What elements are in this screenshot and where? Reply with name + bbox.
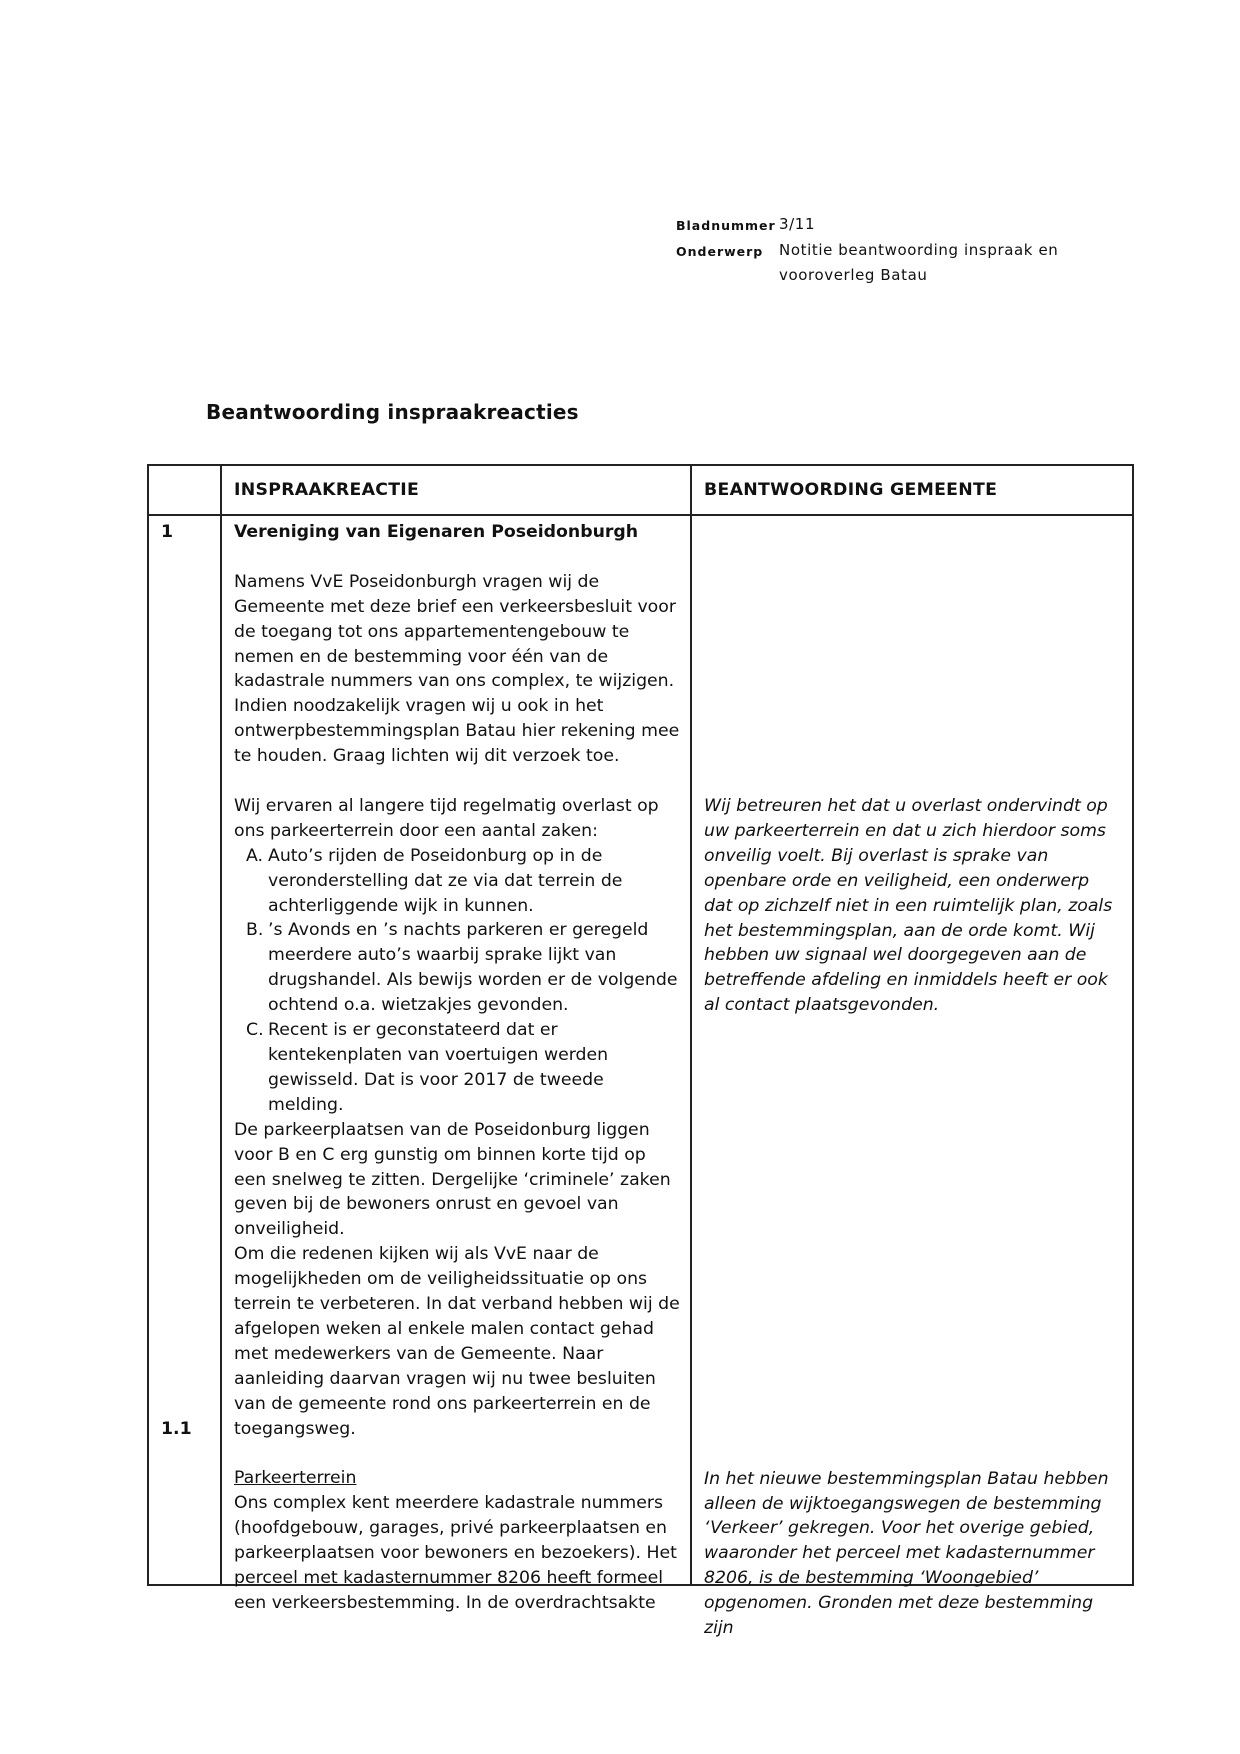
list-item [234, 844, 680, 919]
subject-label: Onderwerp [676, 244, 764, 259]
header-number-cell [148, 465, 221, 515]
reaction-list [234, 844, 680, 1118]
list-item [234, 1018, 680, 1118]
meta-subject-row [676, 238, 1079, 288]
document-meta [676, 212, 1079, 288]
gap [234, 1442, 680, 1467]
meta-page-row [676, 212, 1079, 238]
reaction-clip [234, 520, 680, 1613]
page-number-label: Bladnummer [676, 218, 776, 233]
number-cell [148, 515, 221, 1585]
subject-value: Notitie beantwoording inspraak en vooroverleg Batau [779, 241, 1059, 284]
reaction-cell [221, 515, 691, 1613]
row-number-1: 1 [161, 522, 174, 542]
list-marker [234, 1018, 268, 1118]
answer-paragraph-2: In het nieuwe bestemmingsplan Batau hebben alleen de wijktoegangswegen de bestemming ‘Verkeer’ gekregen. Voor het overige gebied, waaronder het perceel met kadasternummer 8206, is de bestemming ‘Woongebied’ opgenomen. Gronden met deze bestemming zijn [704, 1468, 1109, 1639]
gap [234, 545, 680, 570]
table-header-row [148, 465, 1133, 515]
reactions-table [147, 464, 1134, 1639]
list-marker [234, 918, 268, 1018]
table-row [148, 515, 1133, 1585]
list-item [234, 918, 680, 1018]
answer-clip [704, 520, 1122, 1639]
list-marker-b: B. [246, 920, 264, 941]
list-item-text: ’s Avonds en ’s nachts parkeren er geregeld meerdere auto’s waarbij sprake lijkt van drugshandel. Als bewijs worden er de volgende ochtend o.a. wietzakjes gevonden. [268, 920, 678, 1016]
header-reaction: INSPRAAKREACTIE [221, 465, 691, 515]
list-marker-a: A. [246, 845, 264, 866]
list-marker [234, 844, 268, 919]
answer-cell [691, 515, 1133, 1639]
gap [234, 769, 680, 794]
section-text-parkeerterrein: Ons complex kent meerdere kadastrale nummers (hoofdgebouw, garages, privé parkeerplaatsen en parkeerplaatsen voor bewoners en bezoekers). Het perceel met kadasternummer 8206 heeft formeel een verkeersbestemming. In de overdrachtsakte [234, 1493, 677, 1613]
answer-spacer-1 [704, 520, 1122, 794]
number-spacer [161, 545, 210, 1418]
reaction-paragraph-3: De parkeerplaatsen van de Poseidonburg liggen voor B en C erg gunstig om binnen korte tijd op een snelweg te zitten. Dergelijke ‘criminele’ zaken geven bij de bewoners onrust en gevoel van onveiligheid. [234, 1119, 671, 1240]
header-answer: BEANTWOORDING GEMEENTE [691, 465, 1133, 515]
list-marker-c: C. [246, 1020, 264, 1041]
reaction-paragraph-2: Wij ervaren al langere tijd regelmatig overlast op ons parkeerterrein door een aantal zaken: [234, 795, 659, 841]
row-number-1-1: 1.1 [161, 1419, 192, 1440]
number-clip [161, 520, 210, 1584]
answer-spacer-2 [704, 1018, 1122, 1467]
reaction-paragraph-1: Namens VvE Poseidonburgh vragen wij de Gemeente met deze brief een verkeersbesluit voor de toegang tot ons appartementengebouw te nemen en de bestemming voor één van de kadastrale nummers van ons complex, te wijzigen. Indien noodzakelijk vragen wij u ook in het ontwerpbestemmingsplan Batau hier rekening mee te houden. Graag lichten wij dit verzoek toe. [234, 571, 680, 767]
section-heading-parkeerterrein: Parkeerterrein [234, 1468, 357, 1489]
list-item-text: Auto’s rijden de Poseidonburg op in de veronderstelling dat ze via dat terrein de achterliggende wijk in kunnen. [268, 845, 623, 916]
page-number-value: 3/11 [779, 215, 816, 233]
page-title: Beantwoording inspraakreacties [206, 400, 579, 424]
list-item-text: Recent is er geconstateerd dat er kentekenplaten van voertuigen werden gewisseld. Dat is voor 2017 de tweede melding. [268, 1020, 609, 1115]
answer-paragraph-1: Wij betreuren het dat u overlast ondervindt op uw parkeerterrein en dat u zich hierdoor soms onveilig voelt. Bij overlast is sprake van openbare orde en veiligheid, een onderwerp dat op zichzelf niet in een ruimtelijk plan, zoals het bestemmingsplan, aan de orde komt. Wij hebben uw signaal wel doorgegeven aan de betreffende afdeling en inmiddels heeft er ook al contact plaatsgevonden. [704, 796, 1113, 1016]
reaction-paragraph-4: Om die redenen kijken wij als VvE naar de mogelijkheden om de veiligheidssituatie op ons terrein te verbeteren. In dat verband hebben wij de afgelopen weken al enkele malen contact gehad met medewerkers van de Gemeente. Naar aanleiding daarvan vragen wij nu twee besluiten van de gemeente rond ons parkeerterrein en de toegangsweg. [234, 1244, 680, 1439]
reaction-heading: Vereniging van Eigenaren Poseidonburgh [234, 522, 639, 542]
